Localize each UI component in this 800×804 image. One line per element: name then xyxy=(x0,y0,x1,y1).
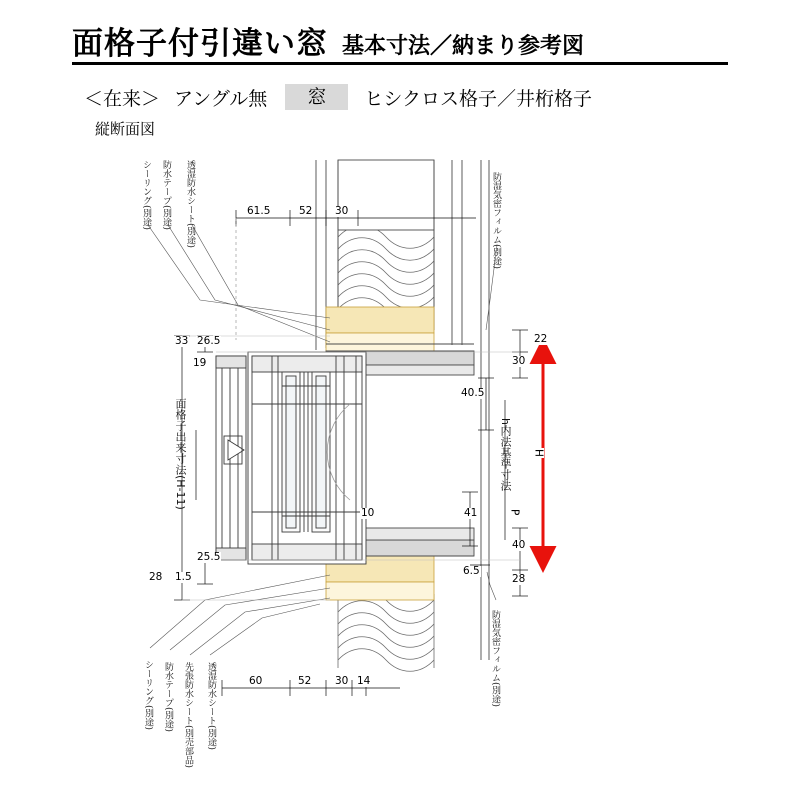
dim-P: P xyxy=(508,509,521,516)
dim-left-19: 19 xyxy=(193,357,207,369)
dim-bottom-3: 30 xyxy=(335,675,349,687)
sash-assembly xyxy=(248,352,366,564)
dim-bottom-1: 60 xyxy=(249,675,263,687)
callout-sealing-bottom: シーリング(別途) xyxy=(143,660,153,731)
callout-sealing-top: シーリング(別途) xyxy=(141,160,151,231)
callout-breathable-sheet-top: 透湿防水シート(別途) xyxy=(185,160,195,249)
dim-right-65: 6.5 xyxy=(463,565,480,577)
insulation-lower xyxy=(338,589,434,672)
dim-right-41: 41 xyxy=(464,507,478,519)
dim-left-265b: 25.5 xyxy=(197,551,221,563)
grille-assembly xyxy=(216,356,246,560)
dim-bottom-4: 14 xyxy=(357,675,371,687)
dim-top-3: 30 xyxy=(335,205,349,217)
label-inner-standard: h内法基準寸法 xyxy=(499,418,512,491)
dim-top-2: 52 xyxy=(299,205,313,217)
callout-vapor-film-top: 防湿気密フィルム(別途) xyxy=(491,172,501,270)
spec-grid-type: ヒシクロス格子／井桁格子 xyxy=(364,87,592,110)
dim-right-22: 22 xyxy=(534,333,548,345)
callout-breathable-sheet-bottom: 透湿防水シート(別途) xyxy=(206,662,216,751)
callout-vapor-film-bottom: 防湿気密フィルム(別途) xyxy=(490,610,500,708)
dim-right-28: 28 xyxy=(512,573,526,585)
dim-top-1: 61.5 xyxy=(247,205,271,217)
page-subtitle: 基本寸法／納まり参考図 xyxy=(342,34,585,59)
spec-kind: ＜在来＞ xyxy=(84,87,161,110)
dim-left-15: 1.5 xyxy=(175,571,192,583)
leaders-bottom-right xyxy=(487,572,496,600)
dim-left-265a: 26.5 xyxy=(197,335,221,347)
leaders-bottom-left xyxy=(150,575,330,655)
spec-angle: アングル無 xyxy=(174,87,268,110)
dim-right-40: 40 xyxy=(512,539,526,551)
dim-right-30: 30 xyxy=(512,355,526,367)
dim-H: H xyxy=(532,449,545,457)
spec-chip-window: 窓 xyxy=(285,84,348,111)
dim-center-10: 10 xyxy=(361,507,375,519)
page-title: 面格子付引違い窓 xyxy=(72,26,328,62)
section-view-label: 縦断面図 xyxy=(95,120,156,138)
dim-right-405: 40.5 xyxy=(461,387,485,399)
dim-left-28: 28 xyxy=(149,571,163,583)
callout-pre-waterproof-sheet: 先張防水シート(別売部品) xyxy=(183,662,193,769)
dim-left-33: 33 xyxy=(175,335,189,347)
dim-bottom-2: 52 xyxy=(298,675,312,687)
callout-waterproof-tape-bottom: 防水テープ(別途) xyxy=(163,662,173,733)
leaders-top-left xyxy=(148,225,330,342)
callout-waterproof-tape-top: 防水テープ(別途) xyxy=(161,160,171,231)
label-grille-size: 面格子出来寸法(H-11) xyxy=(174,398,187,510)
